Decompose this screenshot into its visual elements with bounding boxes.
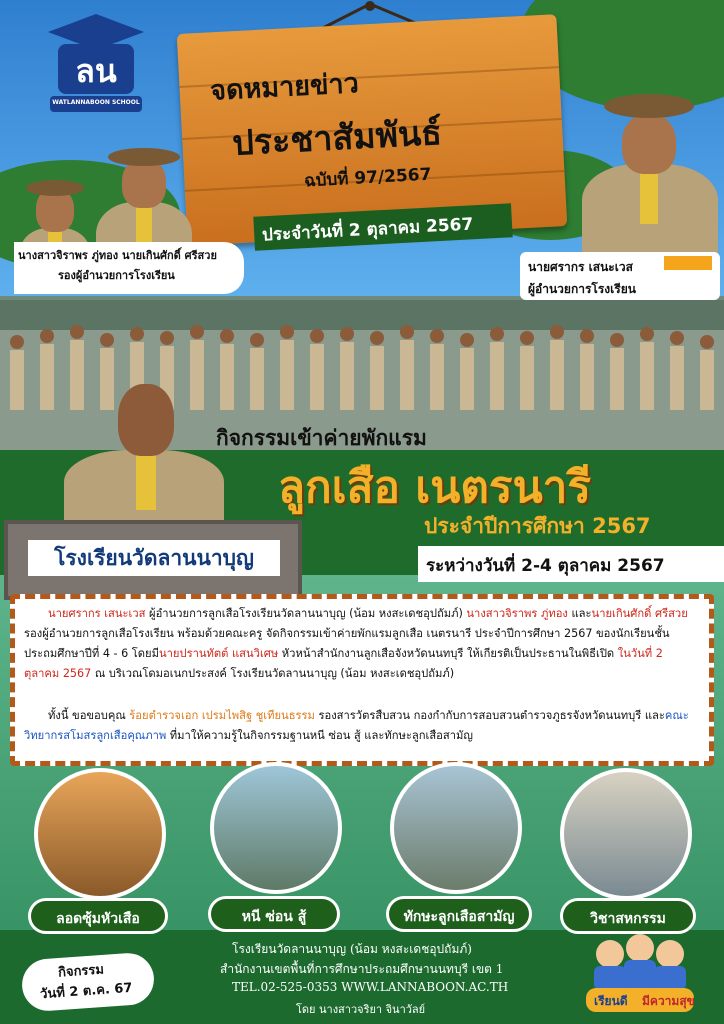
slogan-line2: มีความสุข xyxy=(642,994,695,1008)
school-logo xyxy=(44,10,148,118)
article-paragraph-2 xyxy=(24,706,700,746)
officer-ref: ร้อยตำรวจเอก เปรมไพสิฐ ชูเทียนธรรม xyxy=(129,709,315,722)
logo-text: ลน xyxy=(75,52,117,90)
footer-office: สำนักงานเขตพื้นที่การศึกษาประถมศึกษานนทบุรี เขต 1 xyxy=(220,962,504,976)
text-span: ที่มาให้ความรู้ในกิจกรรมฐานหนี ซ่อน สู้ และทักษะลูกเสือสามัญ xyxy=(166,729,473,742)
gallery-caption-2: หนี ซ่อน สู้ xyxy=(208,896,340,932)
gallery-caption-3: ทักษะลูกเสือสามัญ xyxy=(386,896,532,932)
activity-title: กิจกรรมเข้าค่ายพักแรม xyxy=(216,426,427,450)
date-range: ระหว่างวันที่ 2-4 ตุลาคม 2567 xyxy=(426,556,665,576)
text-span: ทั้งนี้ ขอขอบคุณ xyxy=(48,709,130,722)
text-span: รองสารวัตรสืบสวน กองกำกับการสอบสวนตำรวจภูธรจังหวัดนนทบุรี และ xyxy=(314,709,665,722)
gallery-caption-4: วิชาสหกรรม xyxy=(560,898,696,934)
vice-director-names: นางสาวจิราพร ภู่ทอง นายเกินศักดิ์ ศรีสวย xyxy=(18,249,217,262)
gallery-photo-1 xyxy=(34,768,166,900)
vice-director-ref: นายเกินศักดิ์ ศรีสวย xyxy=(591,607,688,620)
gallery-photo-2 xyxy=(210,762,342,894)
newsletter-subtitle: ประชาสัมพันธ์ xyxy=(231,112,443,164)
text-span: และ xyxy=(567,607,592,620)
activity-main-title: ลูกเสือ เนตรนารี xyxy=(278,462,591,513)
director-name: นายศรากร เสนะเวส xyxy=(528,260,633,274)
slogan-line1: เรียนดี xyxy=(594,994,628,1008)
text-span: ณ บริเวณโดมอเนกประสงค์ โรงเรียนวัดลานนาบุญ (น้อม หงสะเดชอุปถัมภ์) xyxy=(91,667,455,680)
issue-date: ประจำวันที่ 2 ตุลาคม 2567 xyxy=(261,214,474,246)
activity-year: ประจำปีการศึกษา 2567 xyxy=(424,514,651,538)
date-ref: ในวันที่ 2 ตุลาคม 2567 xyxy=(24,647,663,680)
footer-school: โรงเรียนวัดลานนาบุญ (น้อม หงสะเดชอุปถัมภ์) xyxy=(232,942,472,956)
footer-contact: TEL.02-525-0353 WWW.LANNABOON.AC.TH xyxy=(232,980,509,994)
text-span: รองผู้อำนวยการลูกเสือโรงเรียน พร้อมด้วยคณะครู จัดกิจกรรมเข้าค่ายพักแรมลูกเสือ เนตรนารี ประจำปีการศึกษา 2567 ของนักเรียนชั้นประถมศึกษาปีที่ 4 - 6 โดยมี xyxy=(24,627,670,660)
director-tag-accent xyxy=(664,256,712,270)
issue-number: ฉบับที่ 97/2567 xyxy=(303,164,432,192)
vice-director-title: รองผู้อำนวยการโรงเรียน xyxy=(58,269,175,282)
footer-author: โดย นางสาวจริยา จินาวัลย์ xyxy=(296,1003,426,1016)
article-paragraph-1 xyxy=(24,604,700,684)
vice-director-ref: นางสาวจิราพร ภู่ทอง xyxy=(466,607,568,620)
gallery-caption-1: ลอดซุ้มหัวเสือ xyxy=(28,898,168,934)
newsletter-title: จดหมายข่าว xyxy=(209,68,360,107)
club-ref: คณะวิทยากรสโมสรลูกเสือคุณภาพ xyxy=(24,709,689,742)
gallery-photo-3 xyxy=(390,762,522,894)
text-span: ผู้อำนวยการลูกเสือโรงเรียนวัดลานนาบุญ (น้อม หงสะเดชอุปถัมภ์) xyxy=(145,607,467,620)
chairman-ref: นายปรานทัตต์ แสนวิเศษ xyxy=(158,647,279,660)
text-span: หัวหน้าสำนักงานลูกเสือจังหวัดนนทบุรี ให้เกียรติเป็นประธานในพิธีเปิด xyxy=(278,647,618,660)
badge-label: กิจกรรม xyxy=(57,962,105,981)
gallery-photo-4 xyxy=(560,768,692,900)
director-title: ผู้อำนวยการโรงเรียน xyxy=(528,282,636,296)
director-ref: นายศรากร เสนะเวส xyxy=(48,607,146,620)
logo-caption: WATLANNABOON SCHOOL xyxy=(52,99,140,106)
badge-date: วันที่ 2 ต.ค. 67 xyxy=(39,980,133,1003)
podium-label: โรงเรียนวัดลานนาบุญ xyxy=(28,540,280,576)
slogan-sticker xyxy=(580,920,700,1016)
